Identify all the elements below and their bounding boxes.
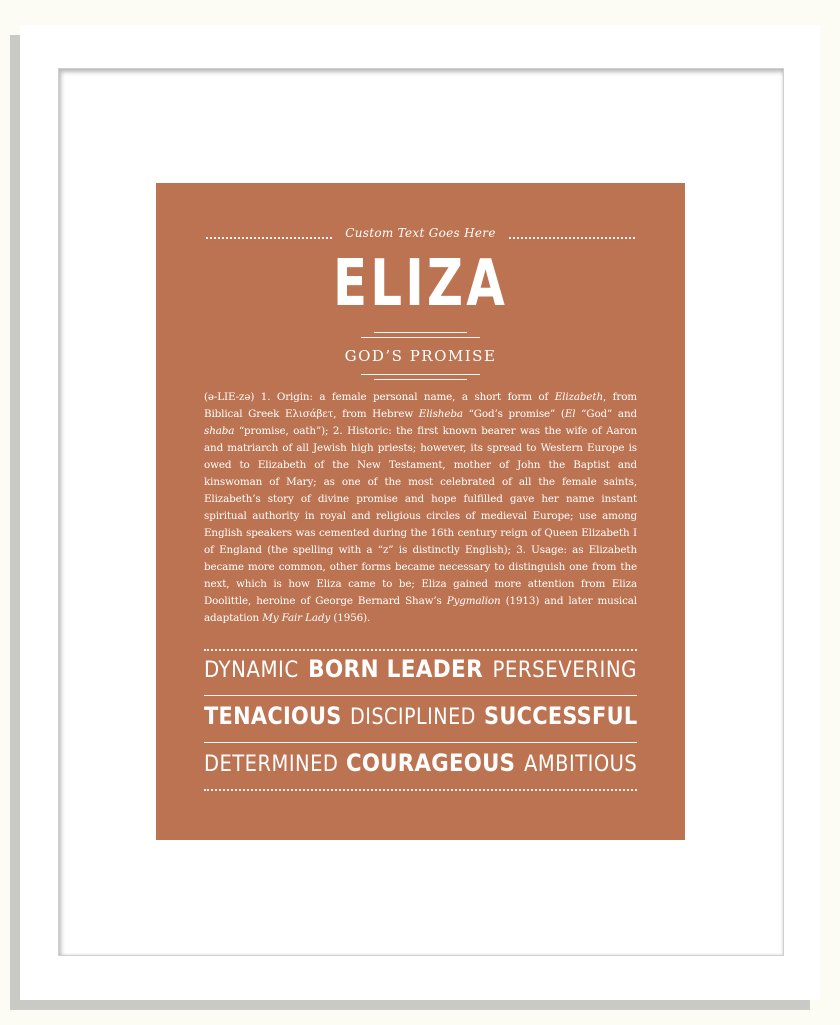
definition-italic-text: Pygmalion: [446, 595, 501, 607]
definition-italic-text: Elisheba: [418, 408, 463, 420]
trait-word: SUCCESSFUL: [483, 702, 638, 730]
rule-top-short: [374, 332, 467, 333]
dotted-divider-traits-bottom: [204, 789, 637, 791]
definition-text: , from Biblical Greek Ελισάβετ, from Hebrew: [204, 391, 637, 420]
trait-word: DETERMINED: [204, 752, 339, 777]
trait-word: COURAGEOUS: [346, 749, 516, 777]
trait-word: DISCIPLINED: [349, 705, 476, 730]
definition-text: “God’s promise” (: [462, 408, 565, 420]
definition-text: (ə-LIE-zə) 1. Origin: a female personal name, a short form of: [204, 391, 555, 403]
definition-italic-text: El: [564, 408, 576, 420]
rule-bottom-short: [374, 379, 467, 380]
definition-text: (1913) and later musical adaptation: [204, 595, 637, 624]
name-title: ELIZA: [333, 247, 508, 321]
traits-rule-2: [204, 742, 637, 743]
trait-word: PERSEVERING: [492, 658, 637, 683]
definition-italic-text: Elizabeth: [554, 391, 603, 403]
definition-text: “God” and: [575, 408, 638, 420]
trait-word: TENACIOUS: [204, 702, 342, 730]
traits-row-1: [204, 655, 637, 689]
rule-bottom-long: [361, 374, 480, 375]
definition-italic-text: My Fair Lady: [262, 612, 331, 624]
name-definition: [204, 389, 637, 627]
trait-word: BORN LEADER: [308, 655, 484, 683]
traits-rule-1: [204, 695, 637, 696]
name-print: [156, 183, 685, 840]
definition-text: (1956).: [330, 612, 371, 624]
definition-text: “promise, oath”); 2. Historic: the first known bearer was the wife of Aaron and matriarch of all Jewish high priests; however, its spread to Western Europe is owed to Elizabeth of the New Testament, mother of John the Baptist and kinswoman of Mary; as one of the most celebrated of all the female saints, Elizabeth’s story of divine promise and hope fulfilled gave her name instant spiritual authority in royal and religious circles of medieval Europe; use among English speakers was cemented during the 16th century reign of Queen Elizabeth I of England (the spelling with a “z” is distinctly English); 3. Usage: as Elizabeth became more common, other forms became necessary to distinguish one from the next, which is how Eliza came to be; Eliza gained more attention from Eliza Doolittle, heroine of George Bernard Shaw’s: [204, 425, 637, 607]
traits-row-2: [204, 702, 637, 736]
rule-top-long: [361, 337, 480, 338]
dotted-divider-traits-top: [204, 649, 637, 651]
name-meaning: GOD’S PROMISE: [344, 347, 497, 365]
traits-row-3: [204, 749, 637, 783]
trait-word: AMBITIOUS: [523, 752, 638, 777]
trait-word: DYNAMIC: [204, 658, 299, 683]
definition-italic-text: shaba: [204, 425, 235, 437]
custom-text: Custom Text Goes Here: [345, 226, 496, 240]
